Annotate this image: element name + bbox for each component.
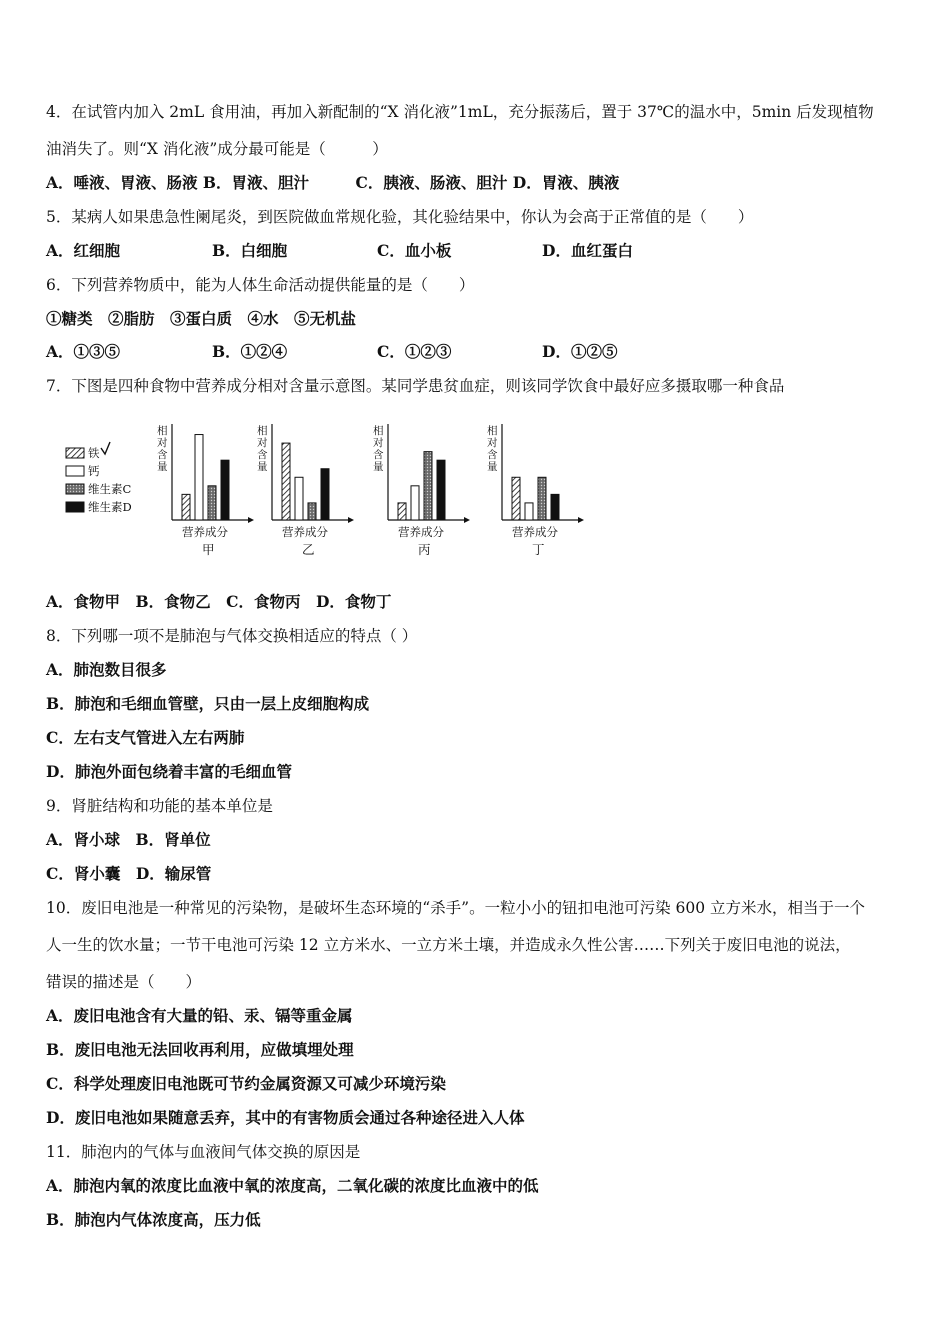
chart-name: 丁 — [532, 542, 545, 557]
q5-option-c: C．血小板 — [377, 241, 452, 260]
bar-铁 — [512, 477, 520, 520]
x-axis-label: 营养成分 — [398, 525, 444, 539]
q8-option-c: C．左右支气管进入左右两肺 — [46, 728, 245, 747]
y-axis-label-char: 量 — [157, 461, 168, 473]
chart-name: 丙 — [418, 542, 431, 557]
q4-stem-line2: 油消失了。则“X 消化液”成分最可能是（ ） — [46, 140, 388, 158]
y-axis-label-char: 量 — [373, 461, 384, 473]
bar-维生素C — [538, 477, 546, 520]
q8-option-a: A．肺泡数目很多 — [46, 660, 167, 679]
chart-name: 乙 — [302, 542, 315, 557]
q9-options-ab: A．肾小球 B．肾单位 — [46, 830, 211, 849]
q7-options: A．食物甲 B．食物乙 C．食物丙 D．食物丁 — [46, 592, 392, 611]
bar-维生素C — [208, 486, 216, 520]
chart-panel-3 — [487, 424, 584, 557]
q10-option-a: A．废旧电池含有大量的铅、汞、镉等重金属 — [46, 1006, 353, 1025]
x-axis-arrow-icon — [578, 517, 584, 523]
y-axis-label-char: 量 — [257, 461, 268, 473]
q6-option-a: A．①③⑤ — [46, 342, 121, 361]
chart-name: 甲 — [202, 542, 215, 557]
chart-panel-0 — [157, 424, 254, 557]
q10-stem-line3: 错误的描述是（ ） — [46, 973, 202, 991]
q5-option-a: A．红细胞 — [46, 241, 121, 260]
x-axis-label: 营养成分 — [512, 525, 558, 539]
x-axis-arrow-icon — [348, 517, 354, 523]
q4-stem-line1: 4．在试管内加入 2mL 食用油，再加入新配制的“X 消化液”1mL，充分振荡后，置于 37℃的温水中，5min 后发现植物 — [46, 103, 874, 121]
legend-swatch-0 — [66, 448, 84, 458]
q11-option-b: B．肺泡内气体浓度高，压力低 — [46, 1210, 261, 1229]
q6-option-d: D．①②⑤ — [542, 342, 618, 361]
q7-stem: 7．下图是四种食物中营养成分相对含量示意图。某同学患贫血症，则该同学饮食中最好应多摄取哪一种食品 — [46, 377, 785, 395]
bar-维生素D — [437, 460, 445, 520]
y-axis-label-char: 相 — [257, 425, 268, 437]
legend-mark-icon — [101, 442, 110, 454]
q10-stem-line1: 10．废旧电池是一种常见的污染物，是破坏生态环境的“杀手”。一粒小小的钮扣电池可污染 600 立方米水，相当于一个 — [46, 899, 866, 917]
q5-stem: 5．某病人如果患急性阑尾炎，到医院做血常规化验，其化验结果中，你认为会高于正常值的是（ ） — [46, 208, 754, 226]
bar-钙 — [195, 435, 203, 520]
x-axis-label: 营养成分 — [182, 525, 228, 539]
bar-维生素D — [321, 469, 329, 520]
q8-option-d: D．肺泡外面包绕着丰富的毛细血管 — [46, 762, 292, 781]
y-axis-label-char: 相 — [487, 425, 498, 437]
q6-option-b: B．①②④ — [212, 342, 288, 361]
q5-option-d: D．血红蛋白 — [542, 241, 633, 260]
bar-铁 — [282, 443, 290, 520]
y-axis-label-char: 量 — [487, 461, 498, 473]
legend-swatch-2 — [66, 484, 84, 494]
bar-钙 — [295, 477, 303, 520]
x-axis-label: 营养成分 — [282, 525, 328, 539]
legend-label-3: 维生素D — [88, 500, 132, 514]
x-axis-arrow-icon — [464, 517, 470, 523]
q10-option-c: C．科学处理废旧电池既可节约金属资源又可减少环境污染 — [46, 1074, 446, 1093]
y-axis-label-char: 含 — [157, 449, 168, 461]
y-axis-label-char: 含 — [373, 449, 384, 461]
y-axis-label-char: 对 — [257, 437, 268, 449]
q11-option-a: A．肺泡内氧的浓度比血液中氧的浓度高，二氧化碳的浓度比血液中的低 — [46, 1176, 539, 1195]
q9-stem: 9．肾脏结构和功能的基本单位是 — [46, 797, 273, 815]
nutrient-charts-figure — [60, 412, 600, 562]
y-axis-label-char: 相 — [373, 425, 384, 437]
chart-panel-1 — [257, 424, 354, 557]
y-axis-label-char: 含 — [487, 449, 498, 461]
y-axis-label-char: 相 — [157, 425, 168, 437]
q6-stem: 6．下列营养物质中，能为人体生命活动提供能量的是（ ） — [46, 276, 475, 294]
bar-钙 — [411, 486, 419, 520]
bar-维生素C — [424, 452, 432, 520]
q8-option-b: B．肺泡和毛细血管壁，只由一层上皮细胞构成 — [46, 694, 370, 713]
q10-stem-line2: 人一生的饮水量；一节干电池可污染 12 立方米水、一立方米土壤，并造成永久性公害……下列关于废旧电池的说法， — [46, 936, 851, 954]
bar-维生素D — [551, 494, 559, 520]
bar-钙 — [525, 503, 533, 520]
bar-铁 — [182, 494, 190, 520]
q6-items: ①糖类 ②脂肪 ③蛋白质 ④水 ⑤无机盐 — [46, 309, 357, 328]
q10-option-d: D．废旧电池如果随意丢弃，其中的有害物质会通过各种途径进入人体 — [46, 1108, 525, 1127]
q11-stem: 11．肺泡内的气体与血液间气体交换的原因是 — [46, 1143, 361, 1161]
q9-options-cd: C．肾小囊 D．输尿管 — [46, 864, 212, 883]
bar-维生素C — [308, 503, 316, 520]
legend-swatch-1 — [66, 466, 84, 476]
q6-option-c: C．①②③ — [377, 342, 452, 361]
legend-label-0: 铁 — [88, 446, 100, 460]
y-axis-label-char: 对 — [373, 437, 384, 449]
q4-options: A．唾液、胃液、肠液 B．胃液、胆汁 C．胰液、肠液、胆汁 D．胃液、胰液 — [46, 173, 620, 192]
chart-legend — [66, 442, 132, 514]
chart-panels — [157, 424, 584, 557]
q5-option-b: B．白细胞 — [212, 241, 288, 260]
chart-panel-2 — [373, 424, 470, 557]
y-axis-label-char: 对 — [487, 437, 498, 449]
legend-label-1: 钙 — [88, 464, 100, 478]
legend-swatch-3 — [66, 502, 84, 512]
q8-stem: 8．下列哪一项不是肺泡与气体交换相适应的特点（ ） — [46, 627, 418, 645]
x-axis-arrow-icon — [248, 517, 254, 523]
bar-铁 — [398, 503, 406, 520]
y-axis-label-char: 含 — [257, 449, 268, 461]
legend-label-2: 维生素C — [88, 482, 132, 496]
q10-option-b: B．废旧电池无法回收再利用，应做填埋处理 — [46, 1040, 354, 1059]
bar-维生素D — [221, 460, 229, 520]
y-axis-label-char: 对 — [157, 437, 168, 449]
nutrient-charts-svg — [60, 412, 600, 562]
